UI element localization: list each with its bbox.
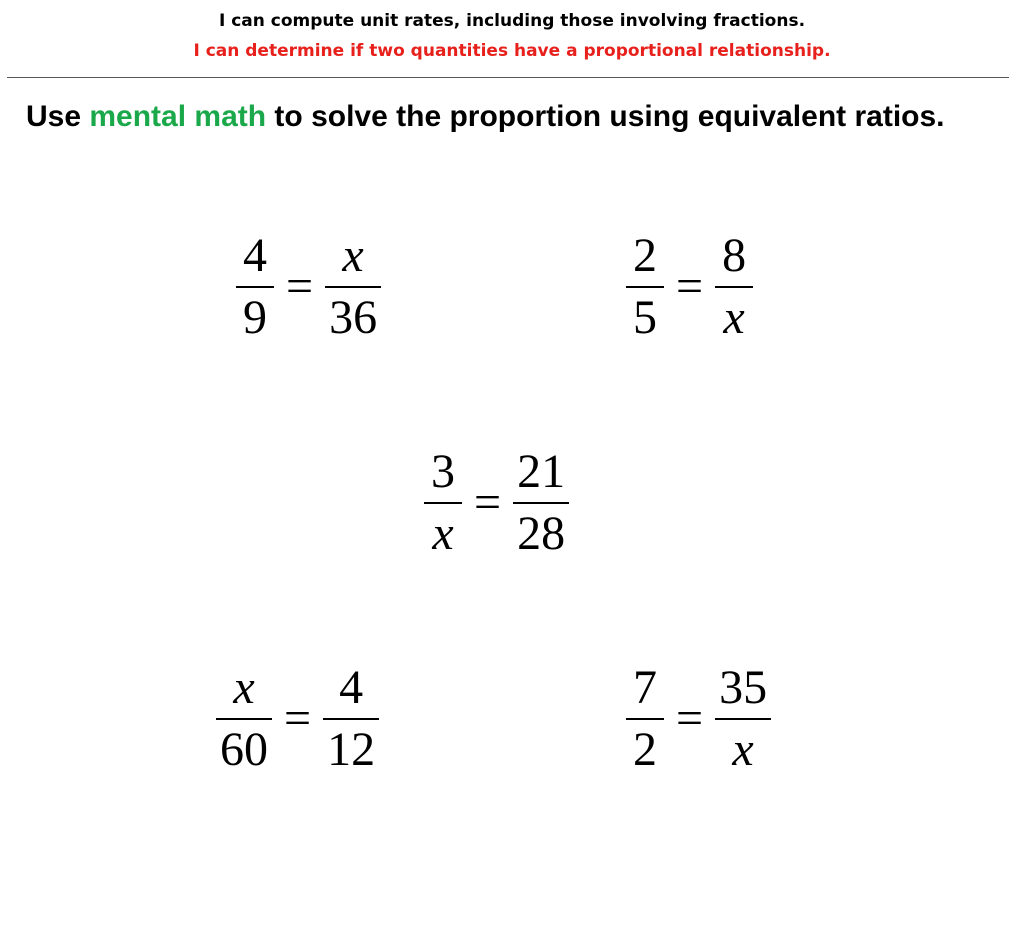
fraction-right (323, 661, 379, 776)
proportion-3 (424, 445, 569, 560)
fraction-right (325, 229, 381, 344)
denominator: 60 (220, 723, 268, 776)
numerator: 3 (431, 445, 455, 498)
equals-sign: = (284, 692, 312, 745)
denominator: x (723, 291, 745, 344)
proportion-5 (626, 661, 771, 776)
fraction-left (236, 229, 274, 344)
denominator: 12 (327, 723, 376, 776)
numerator: x (233, 661, 255, 714)
objective-unit-rates: I can compute unit rates, including those involving fractions. (218, 11, 806, 31)
denominator: x (732, 723, 754, 776)
denominator: 2 (633, 723, 657, 776)
equals-sign: = (676, 260, 704, 313)
fraction-right (715, 229, 753, 344)
equals-sign: = (676, 692, 704, 745)
fraction-right (715, 661, 771, 776)
denominator: 5 (633, 291, 657, 344)
fraction-left (216, 661, 272, 776)
numerator: 7 (633, 661, 657, 714)
header-divider (7, 77, 1009, 78)
numerator: 4 (243, 229, 267, 282)
instruction-highlight: mental math (89, 100, 267, 133)
numerator: 21 (517, 445, 566, 498)
instruction-suffix: to solve the proportion using equivalent ratios. (266, 100, 945, 133)
equals-sign: = (286, 260, 314, 313)
fraction-right (513, 445, 569, 560)
objective-proportional: I can determine if two quantities have a proportional relationship. (193, 41, 831, 61)
denominator: 9 (243, 291, 267, 344)
denominator: x (432, 507, 454, 560)
proportion-2 (626, 229, 753, 344)
fraction-left (424, 445, 462, 560)
fraction-left (626, 229, 664, 344)
denominator: 36 (329, 291, 378, 344)
proportion-4 (216, 661, 379, 776)
numerator: 8 (722, 229, 747, 282)
denominator: 28 (517, 507, 566, 560)
fraction-left (626, 661, 664, 776)
numerator: 4 (339, 661, 364, 714)
numerator: 35 (719, 661, 768, 714)
instruction-prefix: Use (26, 100, 90, 133)
proportion-1 (236, 229, 381, 344)
equals-sign: = (474, 476, 502, 529)
learning-objectives (0, 6, 1024, 66)
instruction-text (26, 97, 986, 137)
numerator: 2 (633, 229, 657, 282)
numerator: x (342, 229, 364, 282)
